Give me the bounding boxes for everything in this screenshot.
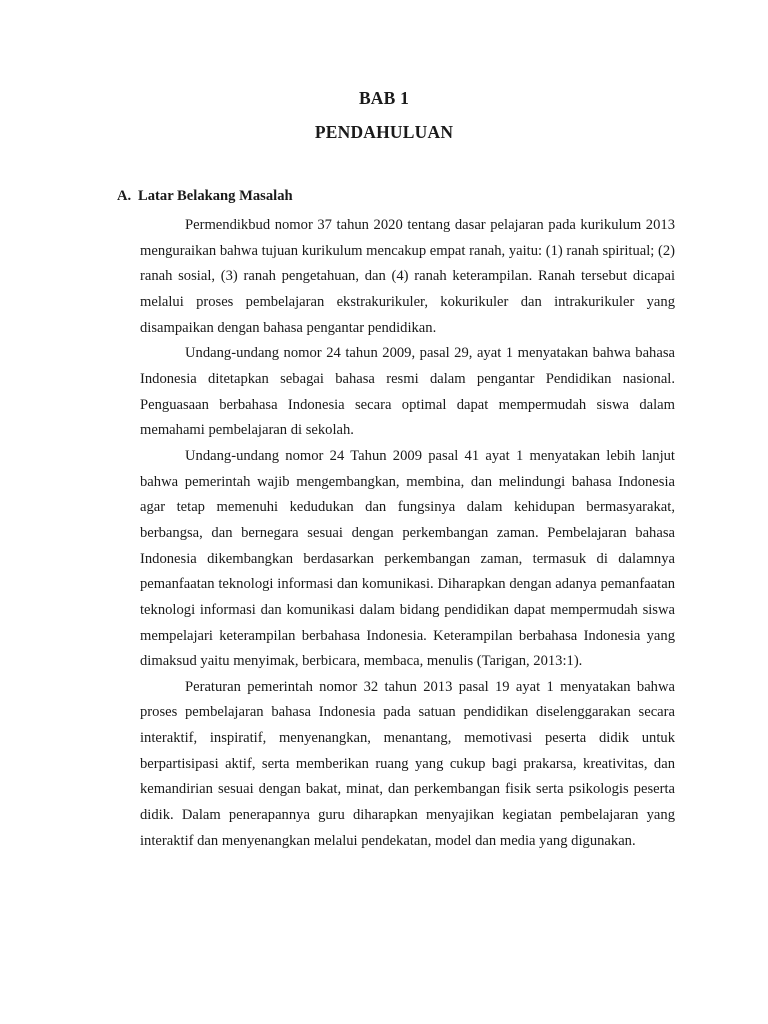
body-text — [140, 213, 675, 854]
paragraph: Undang-undang nomor 24 Tahun 2009 pasal 41 ayat 1 menyatakan lebih lanjut bahwa pemerintah wajib mengembangkan, membina, dan melindungi bahasa Indonesia agar tetap memenuhi kedudukan dan fungsinya dalam kehidupan bermasyarakat, berbangsa, dan bernegara sesuai dengan perkembangan zaman. Pembelajaran bahasa Indonesia dikembangkan berdasarkan perkembangan zaman, termasuk di dalamnya pemanfaatan teknologi informasi dan komunikasi. Diharapkan dengan adanya pemanfaatan teknologi informasi dan komunikasi dalam bidang pendidikan dapat mempermudah siswa mempelajari keterampilan berbahasa Indonesia. Keterampilan berbahasa Indonesia yang dimaksud yaitu menyimak, berbicara, membaca, menulis (Tarigan, 2013:1). — [140, 447, 675, 670]
chapter-number: BAB 1 — [358, 88, 410, 108]
paragraph: Peraturan pemerintah nomor 32 tahun 2013 pasal 19 ayat 1 menyatakan bahwa proses pembelajaran bahasa Indonesia pada satuan pendidikan diselenggarakan secara interaktif, inspiratif, menyenangkan, menantang, memotivasi peserta didik untuk berpartisipasi aktif, serta memberikan ruang yang cukup bagi prakarsa, kreativitas, dan kemandirian sesuai dengan bakat, minat, dan perkembangan fisik serta psikologis peserta didik. Dalam penerapannya guru diharapkan menyajikan kegiatan pembelajaran yang interaktif dan menyenangkan melalui pendekatan, model dan media yang digunakan. — [140, 678, 675, 849]
section-letter: A. — [117, 188, 132, 204]
paragraph: Permendikbud nomor 37 tahun 2020 tentang dasar pelajaran pada kurikulum 2013 menguraikan bahwa tujuan kurikulum mencakup empat ranah, yaitu: (1) ranah spiritual; (2) ranah sosial, (3) ranah pengetahuan, dan (4) ranah keterampilan. Ranah tersebut dicapai melalui proses pembelajaran ekstrakurikuler, kokurikuler dan intrakurikuler yang disampaikan dengan bahasa pengantar pendidikan. — [140, 217, 675, 336]
paragraph: Undang-undang nomor 24 tahun 2009, pasal 29, ayat 1 menyatakan bahwa bahasa Indonesia ditetapkan sebagai bahasa resmi dalam pengantar Pendidikan nasional. Penguasaan berbahasa Indonesia secara optimal dapat mempermudah siswa dalam memahami pembelajaran di sekolah. — [140, 345, 675, 439]
section-heading — [117, 188, 293, 205]
chapter-title: PENDAHULUAN — [314, 122, 454, 142]
section-title: Latar Belakang Masalah — [138, 188, 293, 204]
